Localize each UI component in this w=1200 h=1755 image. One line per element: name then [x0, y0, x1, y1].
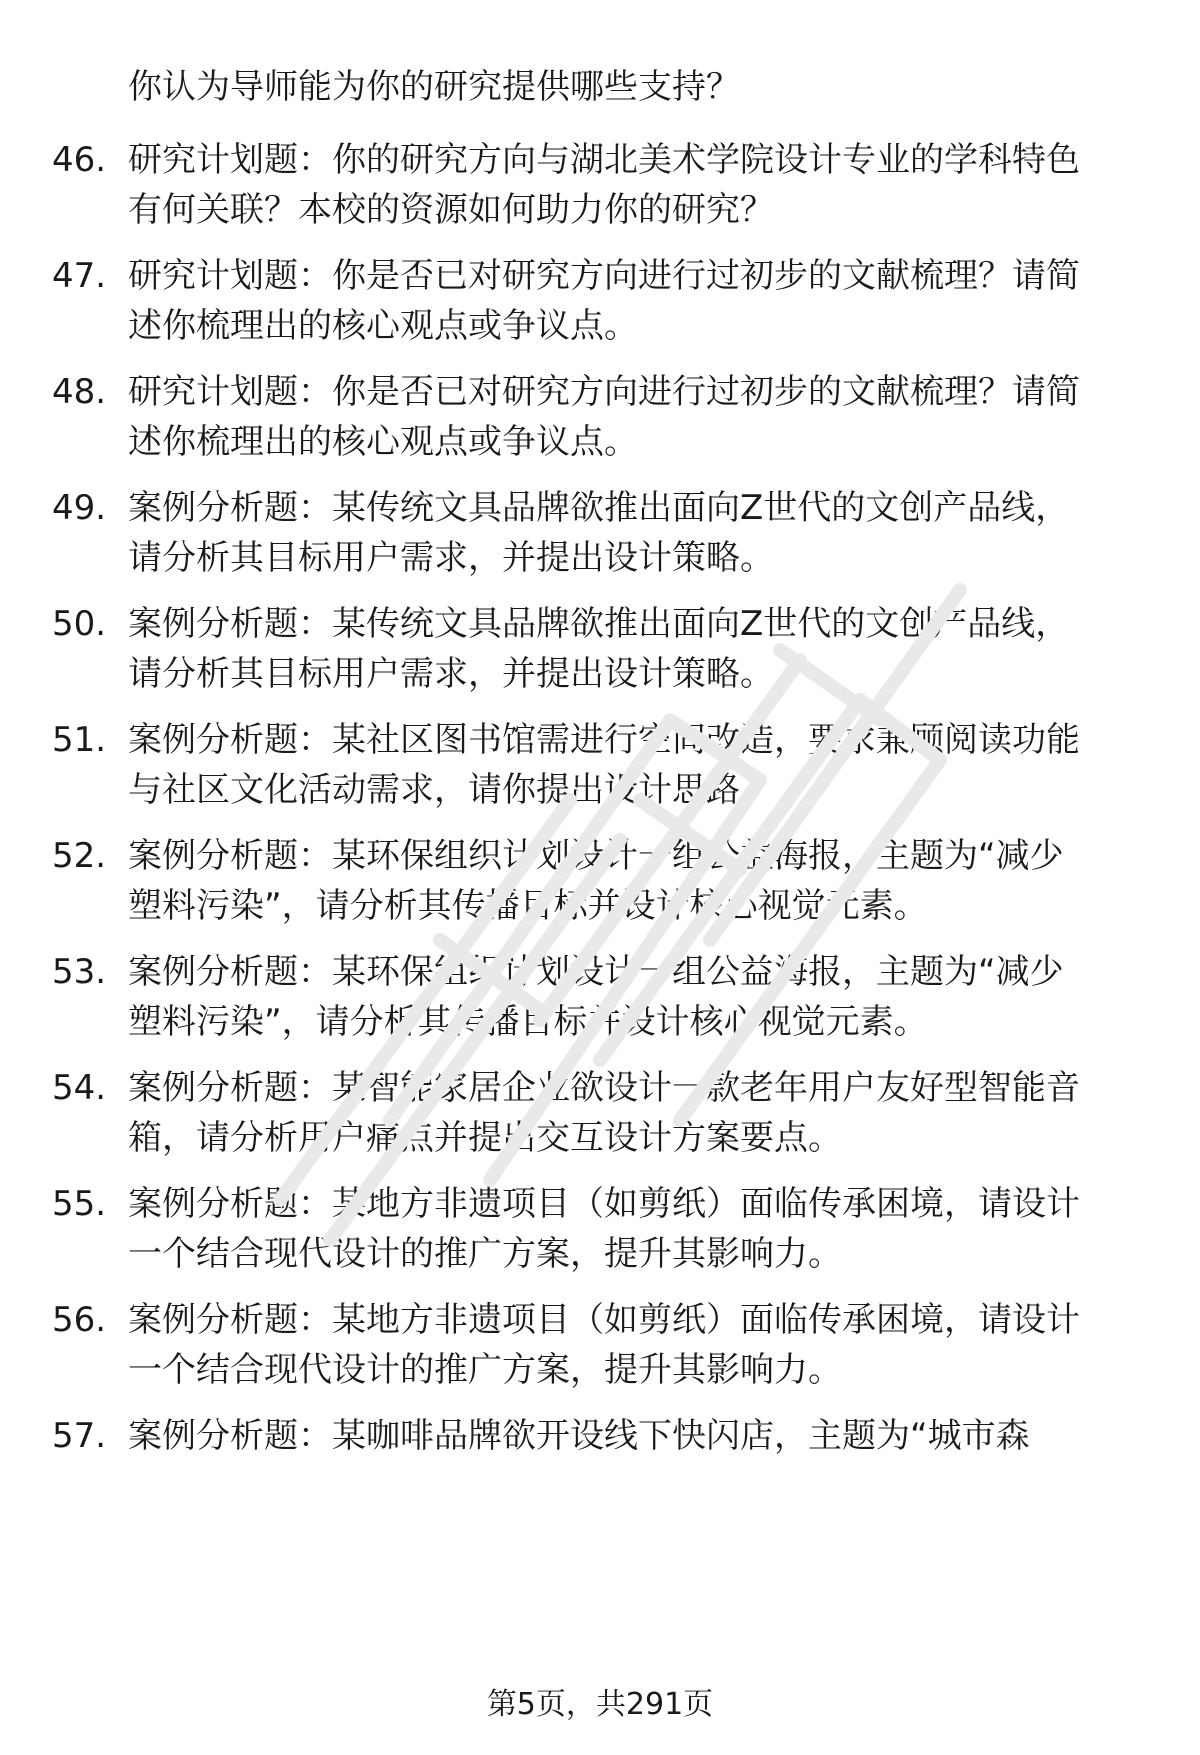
question-line: 请分析其目标用户需求，并提出设计策略。: [128, 654, 774, 694]
question-line: 研究计划题：你是否已对研究方向进行过初步的文献梳理？请简: [128, 256, 1080, 296]
question-text: [128, 483, 1138, 583]
question-text: [128, 947, 1138, 1047]
question-text: [128, 251, 1138, 351]
question-line: 一个结合现代设计的推广方案，提升其影响力。: [128, 1234, 842, 1274]
question-number: 47.: [52, 256, 107, 296]
question-number: 49.: [52, 488, 107, 528]
question-line: 述你梳理出的核心观点或争议点。: [128, 422, 638, 462]
question-line: 与社区文化活动需求，请你提出设计思路。: [128, 770, 774, 810]
question-line: 案例分析题：某传统文具品牌欲推出面向Z世代的文创产品线，: [128, 488, 1070, 528]
question-text: [128, 1063, 1138, 1163]
question-line: 请分析其目标用户需求，并提出设计策略。: [128, 538, 774, 578]
question-line: 案例分析题：某咖啡品牌欲开设线下快闪店，主题为“城市森: [128, 1416, 1030, 1456]
question-line: 案例分析题：某社区图书馆需进行空间改造，要求兼顾阅读功能: [128, 720, 1080, 760]
question-line: 述你梳理出的核心观点或争议点。: [128, 306, 638, 346]
continuation-line: 你认为导师能为你的研究提供哪些支持？: [128, 67, 740, 107]
page-footer: 第5页，共291页: [486, 1687, 714, 1722]
question-line: 案例分析题：某传统文具品牌欲推出面向Z世代的文创产品线，: [128, 604, 1070, 644]
question-line: 一个结合现代设计的推广方案，提升其影响力。: [128, 1350, 842, 1390]
question-line: 塑料污染”，请分析其传播目标并设计核心视觉元素。: [128, 1002, 928, 1042]
question-number: 57.: [52, 1416, 107, 1456]
question-text: [128, 135, 1138, 235]
question-line: 案例分析题：某地方非遗项目（如剪纸）面临传承困境，请设计: [128, 1184, 1080, 1224]
question-text: [128, 1179, 1138, 1279]
question-number: 53.: [52, 952, 107, 992]
question-number: 48.: [52, 372, 107, 412]
question-line: 箱，请分析用户痛点并提出交互设计方案要点。: [128, 1118, 842, 1158]
question-text: [128, 831, 1138, 931]
question-text: [128, 599, 1138, 699]
question-line: 案例分析题：某环保组织计划设计一组公益海报，主题为“减少: [128, 952, 1064, 992]
question-text: [128, 1411, 1138, 1461]
question-line: 有何关联？本校的资源如何助力你的研究？: [128, 190, 774, 230]
question-text: [128, 1295, 1138, 1395]
question-text: [128, 715, 1138, 815]
question-number: 46.: [52, 140, 107, 180]
question-line: 案例分析题：某地方非遗项目（如剪纸）面临传承困境，请设计: [128, 1300, 1080, 1340]
question-line: 案例分析题：某智能家居企业欲设计一款老年用户友好型智能音: [128, 1068, 1080, 1108]
question-line: 案例分析题：某环保组织计划设计一组公益海报，主题为“减少: [128, 836, 1064, 876]
question-line: 研究计划题：你的研究方向与湖北美术学院设计专业的学科特色: [128, 140, 1080, 180]
question-number: 51.: [52, 720, 107, 760]
question-number: 54.: [52, 1068, 107, 1108]
question-number: 52.: [52, 836, 107, 876]
question-line: 塑料污染”，请分析其传播目标并设计核心视觉元素。: [128, 886, 928, 926]
question-text: [128, 367, 1138, 467]
question-number: 55.: [52, 1184, 107, 1224]
question-line: 研究计划题：你是否已对研究方向进行过初步的文献梳理？请简: [128, 372, 1080, 412]
question-number: 50.: [52, 604, 107, 644]
question-number: 56.: [52, 1300, 107, 1340]
